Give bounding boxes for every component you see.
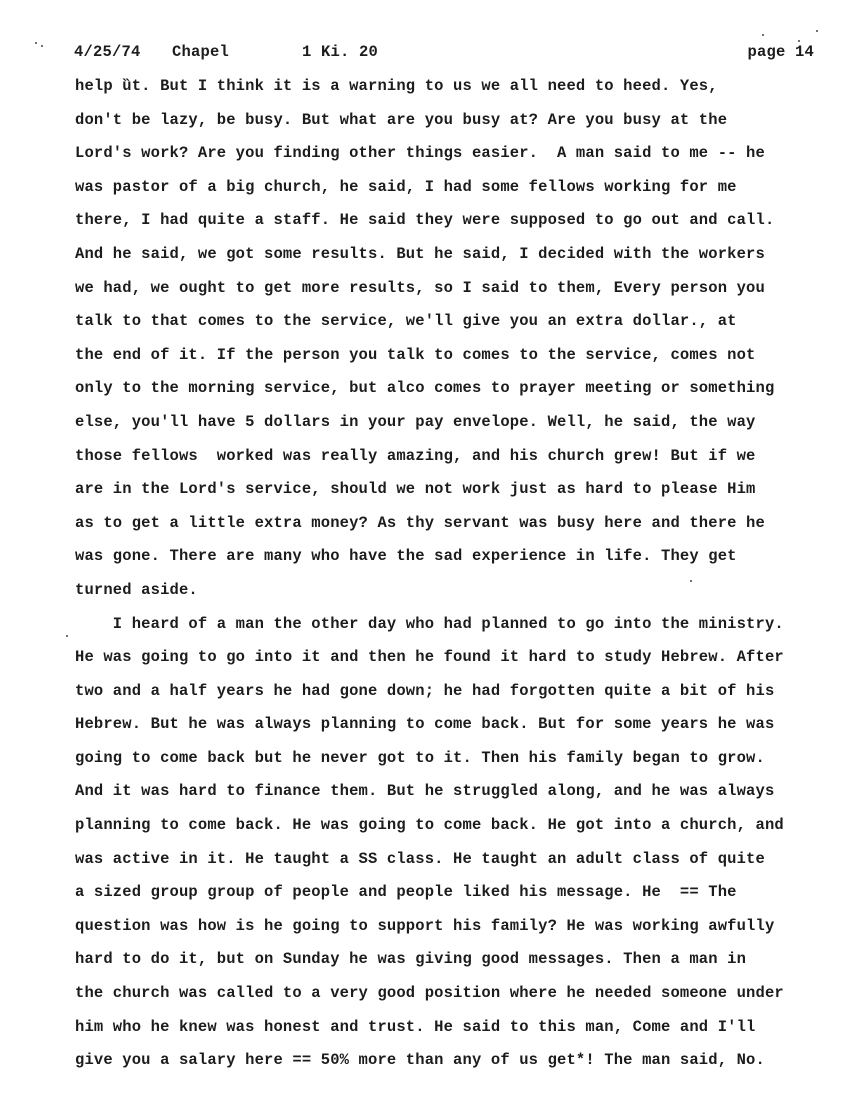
transcript-body [75,74,827,1082]
text-line: the end of it. If the person you talk to comes to the service, comes not [75,345,756,364]
scan-speck [762,34,764,36]
text-line: the church was called to a very good position where he needed someone under [75,984,784,1003]
text-line: was active in it. He taught a SS class. He taught an adult class of quite [75,849,765,868]
scan-speck [816,30,818,32]
text-line: And he said, we got some results. But he said, I decided with the workers [75,244,765,263]
text-line: going to come back but he never got to it. Then his family began to grow. [75,748,765,767]
text-line: a sized group group of people and people liked his message. He == The [75,883,737,902]
text-line: help ȕt. But I think it is a warning to us we all need to heed. Yes, [75,77,718,95]
text-line: Hebrew. But he was always planning to come back. But for some years he was [75,715,775,734]
text-line: as to get a little extra money? As thy servant was busy here and there he [75,513,765,532]
text-line: was pastor of a big church, he said, I had some fellows working for me [75,177,737,196]
text-line: only to the morning service, but alco comes to prayer meeting or something [75,379,775,398]
scan-speck [41,45,43,47]
text-line: two and a half years he had gone down; he had forgotten quite a bit of his [75,681,775,700]
text-line: else, you'll have 5 dollars in your pay envelope. Well, he said, the way [75,412,756,431]
scan-speck [798,40,800,42]
text-line: don't be lazy, be busy. But what are you busy at? Are you busy at the [75,110,728,129]
text-line: are in the Lord's service, should we not work just as hard to please Him [75,480,756,499]
text-line: him who he knew was honest and trust. He said to this man, Come and I'll [75,1017,756,1036]
scan-speck [66,635,68,637]
scan-speck [35,42,37,44]
text-line: was gone. There are many who have the sad experience in life. They get [75,547,737,566]
text-line: give you a salary here == 50% more than any of us get*! The man said, No. [75,1051,765,1070]
scan-speck [690,580,692,582]
text-line: turned aside. [75,580,198,599]
text-line: planning to come back. He was going to come back. He got into a church, and [75,816,784,835]
text-line: we had, we ought to get more results, so I said to them, Every person you [75,278,765,297]
text-line: talk to that comes to the service, we'll give you an extra dollar., at [75,312,737,331]
page-header [74,43,814,65]
text-line: there, I had quite a staff. He said they were supposed to go out and call. [75,211,775,230]
text-line: And it was hard to finance them. But he struggled along, and he was always [75,782,775,801]
header-venue: Chapel [172,43,230,61]
text-line: I heard of a man the other day who had planned to go into the ministry. [75,614,784,633]
header-scripture-reference: 1 Ki. 20 [302,43,379,61]
text-line: question was how is he going to support his family? He was working awfully [75,916,775,935]
text-line: He was going to go into it and then he found it hard to study Hebrew. After [75,648,784,667]
text-line: hard to do it, but on Sunday he was giving good messages. Then a man in [75,950,747,969]
text-line: those fellows worked was really amazing, and his church grew! But if we [75,446,756,465]
header-date: 4/25/74 [74,43,141,61]
header-page-number: page 14 [747,43,814,61]
text-line: Lord's work? Are you finding other things easier. A man said to me -- he [75,144,765,163]
